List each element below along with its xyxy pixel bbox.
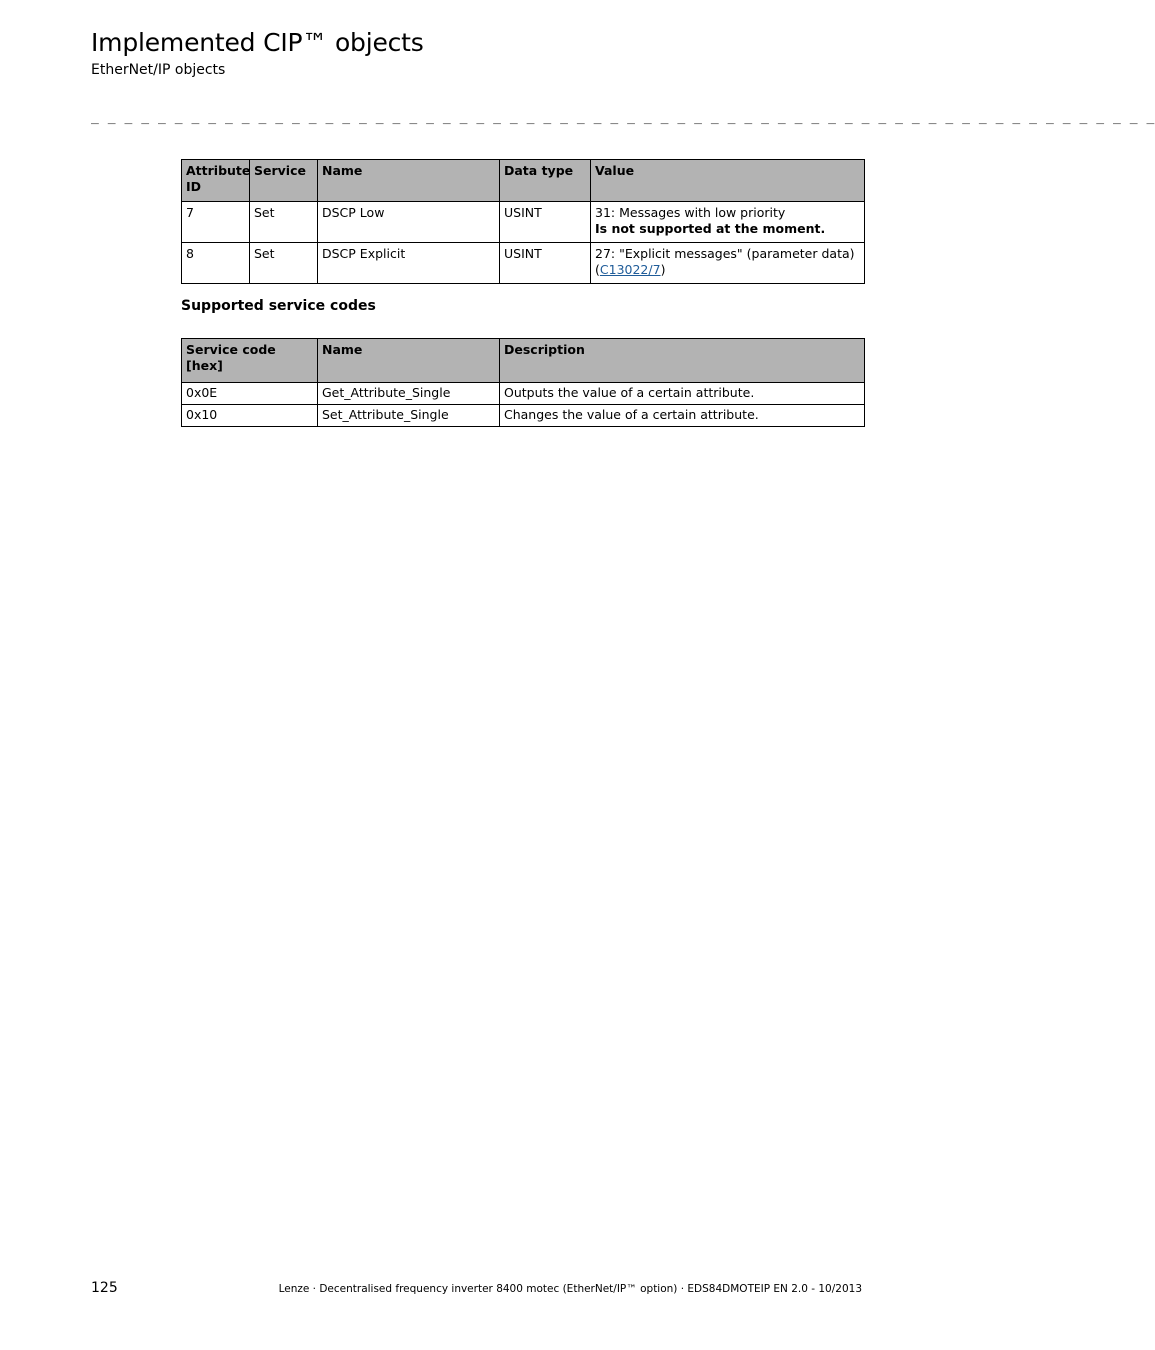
cell-name: Get_Attribute_Single <box>318 383 500 405</box>
cell-description: Outputs the value of a certain attribute. <box>500 383 865 405</box>
column-header-name: Name <box>318 160 500 202</box>
cell-data-type: USINT <box>500 243 591 284</box>
column-header-service: Service <box>250 160 318 202</box>
column-header-name: Name <box>318 339 500 383</box>
value-text: 27: "Explicit messages" (parameter data) <box>595 246 855 261</box>
cell-service: Set <box>250 202 318 243</box>
cell-value <box>591 243 865 284</box>
table-row <box>182 383 865 405</box>
section-heading: Supported service codes <box>181 298 376 314</box>
value-prefix: ( <box>595 262 600 277</box>
cell-service-code: 0x10 <box>182 405 318 427</box>
page-number: 125 <box>91 1280 118 1296</box>
value-note: Is not supported at the moment. <box>595 221 826 236</box>
header-divider: _ _ _ _ _ _ _ _ _ _ _ _ _ _ _ _ _ _ _ _ _ _ _ _ _ _ _ _ _ _ _ _ _ _ _ _ _ _ _ _ _ _ _ _ _ _ _ _ _ _ _ _ _ _ _ _ _ _ _ _ _ _ _ _ <box>91 110 1155 125</box>
service-codes-table <box>181 338 865 427</box>
cell-name: DSCP Explicit <box>318 243 500 284</box>
attribute-table <box>181 159 865 284</box>
cell-attribute-id: 8 <box>182 243 250 284</box>
table-row <box>182 405 865 427</box>
value-text: 31: Messages with low priority <box>595 205 786 220</box>
column-header-service-code: Service code [hex] <box>182 339 318 383</box>
column-header-value: Value <box>591 160 865 202</box>
column-header-data-type: Data type <box>500 160 591 202</box>
table-row <box>182 243 865 284</box>
page-title: Implemented CIP™ objects <box>91 28 424 57</box>
cell-service: Set <box>250 243 318 284</box>
table-header-row <box>182 160 865 202</box>
cell-data-type: USINT <box>500 202 591 243</box>
cell-attribute-id: 7 <box>182 202 250 243</box>
page-subtitle: EtherNet/IP objects <box>91 62 226 78</box>
code-link-c13022-7[interactable]: C13022/7 <box>599 262 661 277</box>
column-header-attribute-id: Attribute ID <box>182 160 250 202</box>
cell-name: Set_Attribute_Single <box>318 405 500 427</box>
cell-value <box>591 202 865 243</box>
footer-text: Lenze · Decentralised frequency inverter 8400 motec (EtherNet/IP™ option) · EDS84DMOTEIP EN 2.0 - 10/2013 <box>278 1283 862 1295</box>
table-header-row <box>182 339 865 383</box>
cell-name: DSCP Low <box>318 202 500 243</box>
cell-description: Changes the value of a certain attribute. <box>500 405 865 427</box>
column-header-description: Description <box>500 339 865 383</box>
table-row <box>182 202 865 243</box>
value-suffix: ) <box>660 262 666 277</box>
cell-service-code: 0x0E <box>182 383 318 405</box>
